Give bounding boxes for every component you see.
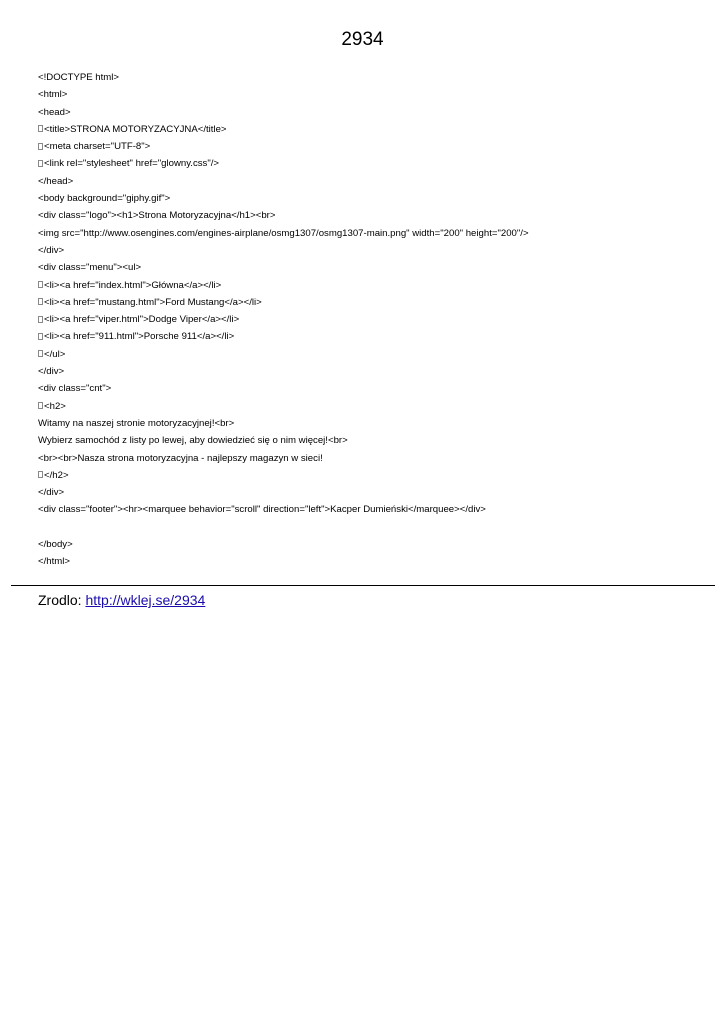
code-line-text: </head>: [38, 175, 74, 187]
code-line-text: </ul>: [44, 348, 66, 360]
code-line: [38, 432, 529, 449]
code-line: [38, 155, 529, 172]
code-listing: [38, 69, 529, 571]
code-line-text: <div class="cnt">: [38, 383, 112, 395]
code-line-text: Wybierz samochód z listy po lewej, aby dowiedzieć się o nim więcej!<br>: [38, 435, 348, 447]
code-line-text: <li><a href="index.html">Główna</a></li>: [44, 279, 222, 291]
code-line-text: <div class="logo"><h1>Strona Motoryzacyjna</h1><br>: [38, 210, 276, 222]
code-line: [38, 398, 529, 415]
code-line-text: <link rel="stylesheet" href="glowny.css"/>: [44, 158, 220, 170]
code-line-text: <!DOCTYPE html>: [38, 72, 120, 83]
code-line: [38, 86, 529, 103]
code-line-text: </body>: [38, 539, 73, 551]
tab-glyph-icon: [38, 316, 43, 323]
code-line-text: <li><a href="mustang.html">Ford Mustang</a></li>: [44, 296, 262, 308]
code-line: [38, 519, 529, 536]
code-line: [38, 277, 529, 294]
code-line: [38, 242, 529, 259]
code-line: [38, 553, 529, 570]
code-line-text: <li><a href="911.html">Porsche 911</a></li>: [44, 331, 235, 343]
code-line-text: </div>: [38, 487, 65, 499]
code-line: [38, 173, 529, 190]
code-line: [38, 450, 529, 467]
code-line-text: <head>: [38, 106, 71, 118]
code-line-text: <h2>: [44, 400, 66, 412]
tab-glyph-icon: [38, 471, 43, 478]
code-line-text: <body background="giphy.gif">: [38, 193, 171, 205]
code-line-text: <meta charset="UTF-8">: [44, 141, 151, 153]
code-line: [38, 501, 529, 518]
horizontal-divider: [11, 585, 715, 586]
tab-glyph-icon: [38, 281, 43, 288]
code-line: [38, 138, 529, 155]
code-line: [38, 121, 529, 138]
code-line: [38, 467, 529, 484]
page-number-title: 2934: [341, 29, 384, 50]
code-line-text: <div class="menu"><ul>: [38, 262, 142, 274]
source-attribution: [38, 591, 205, 609]
tab-glyph-icon: [38, 143, 43, 150]
code-line-text: <br><br>Nasza strona motoryzacyjna - najlepszy magazyn w sieci!: [38, 452, 323, 464]
code-line: [38, 346, 529, 363]
code-line: [38, 380, 529, 397]
source-label: Zrodlo:: [38, 592, 82, 608]
tab-glyph-icon: [38, 402, 43, 409]
code-line: [38, 225, 529, 242]
code-line-text: <li><a href="viper.html">Dodge Viper</a></li>: [44, 314, 240, 326]
tab-glyph-icon: [38, 298, 43, 305]
code-line-text: <div class="footer"><hr><marquee behavior="scroll" direction="left">Kacper Dumieński</marquee></div>: [38, 504, 486, 516]
code-line: [38, 207, 529, 224]
code-line: [38, 328, 529, 345]
code-line-text: Witamy na naszej stronie motoryzacyjnej!<br>: [38, 417, 235, 429]
code-line-text: <html>: [38, 89, 68, 101]
code-line: [38, 294, 529, 311]
code-line: [38, 259, 529, 276]
code-line: [38, 484, 529, 501]
code-line: [38, 190, 529, 207]
code-line: [38, 69, 529, 86]
code-line: [38, 104, 529, 121]
tab-glyph-icon: [38, 333, 43, 340]
code-line-text: </html>: [38, 556, 70, 568]
code-line: [38, 363, 529, 380]
code-line: [38, 311, 529, 328]
code-line: [38, 415, 529, 432]
code-line-text: </h2>: [44, 469, 69, 481]
code-line: [38, 536, 529, 553]
tab-glyph-icon: [38, 160, 43, 167]
source-link[interactable]: http://wklej.se/2934: [85, 592, 206, 608]
code-line-text: <img src="http://www.osengines.com/engines-airplane/osmg1307/osmg1307-main.png" width="200" height="200"/>: [38, 227, 529, 239]
tab-glyph-icon: [38, 125, 43, 132]
code-line-text: </div>: [38, 366, 65, 378]
code-line-text: <title>STRONA MOTORYZACYJNA</title>: [44, 123, 227, 135]
code-line-text: </div>: [38, 244, 65, 256]
tab-glyph-icon: [38, 350, 43, 357]
